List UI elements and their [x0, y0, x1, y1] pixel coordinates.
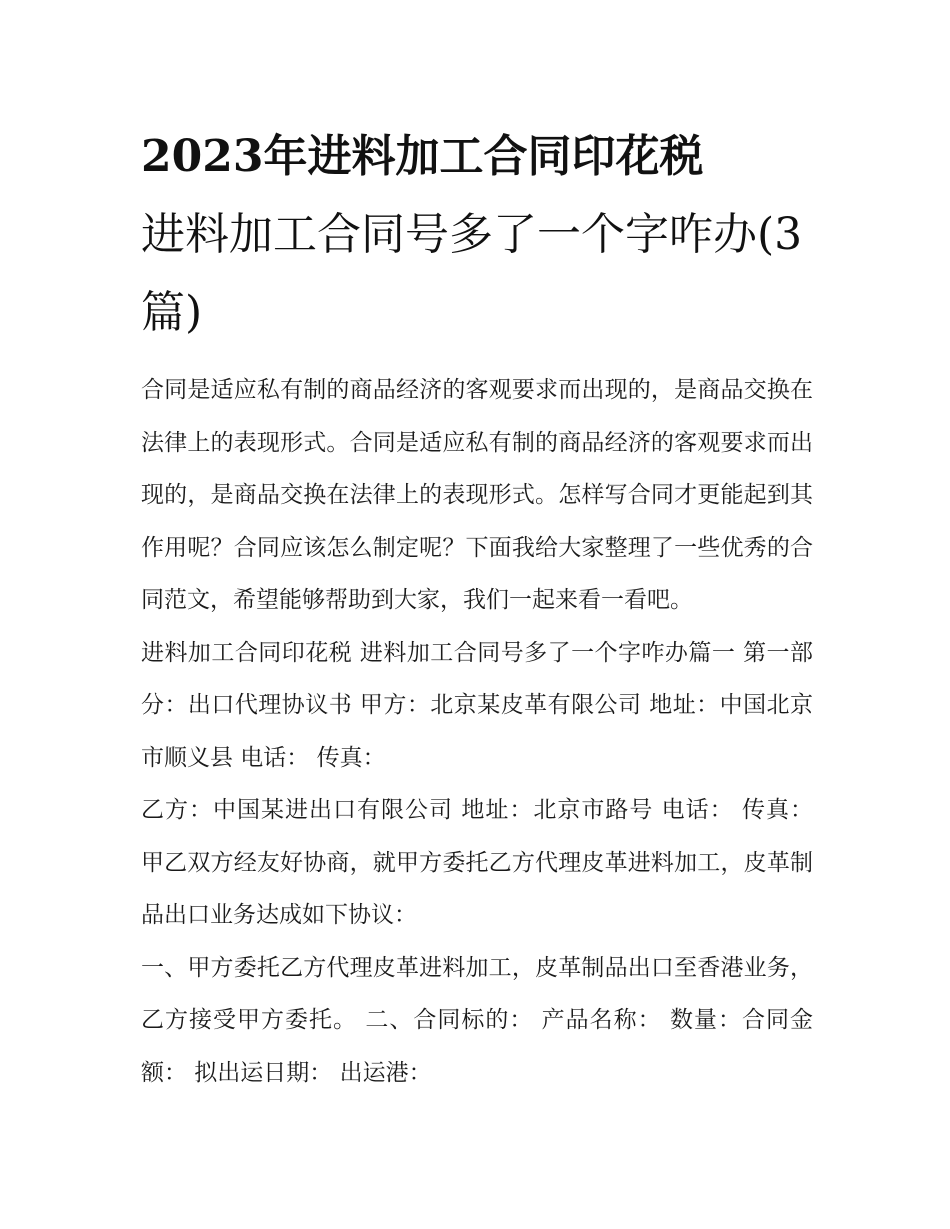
title-line-2: 进料加工合同号多了一个字咋办(3篇): [141, 209, 803, 338]
clause-paragraph: 一、甲方委托乙方代理皮革进料加工，皮革制品出口至香港业务，乙方接受甲方委托。 二、合同标的： 产品名称： 数量：合同金额： 拟出运日期： 出运港：: [141, 954, 813, 1086]
document-title: [141, 118, 813, 352]
title-line-1: 2023年进料加工合同印花税: [141, 131, 704, 182]
document-body: [141, 118, 813, 1099]
party-b-paragraph: 乙方：中国某进出口有限公司 地址：北京市路号 电话： 传真： 甲乙双方经友好协商，就甲方委托乙方代理皮革进料加工，皮革制品出口业务达成如下协议：: [141, 797, 813, 928]
intro-paragraph: 合同是适应私有制的商品经济的客观要求而出现的，是商品交换在法律上的表现形式。合同是适应私有制的商品经济的客观要求而出现的，是商品交换在法律上的表现形式。怎样写合同才更能起到其作用呢？合同应该怎么制定呢？下面我给大家整理了一些优秀的合同范文，希望能够帮助到大家，我们一起来看一看吧。: [141, 377, 813, 613]
contract-heading-paragraph: 进料加工合同印花税 进料加工合同号多了一个字咋办篇一 第一部分：出口代理协议书 甲方：北京某皮革有限公司 地址：中国北京市顺义县 电话： 传真：: [141, 639, 813, 771]
